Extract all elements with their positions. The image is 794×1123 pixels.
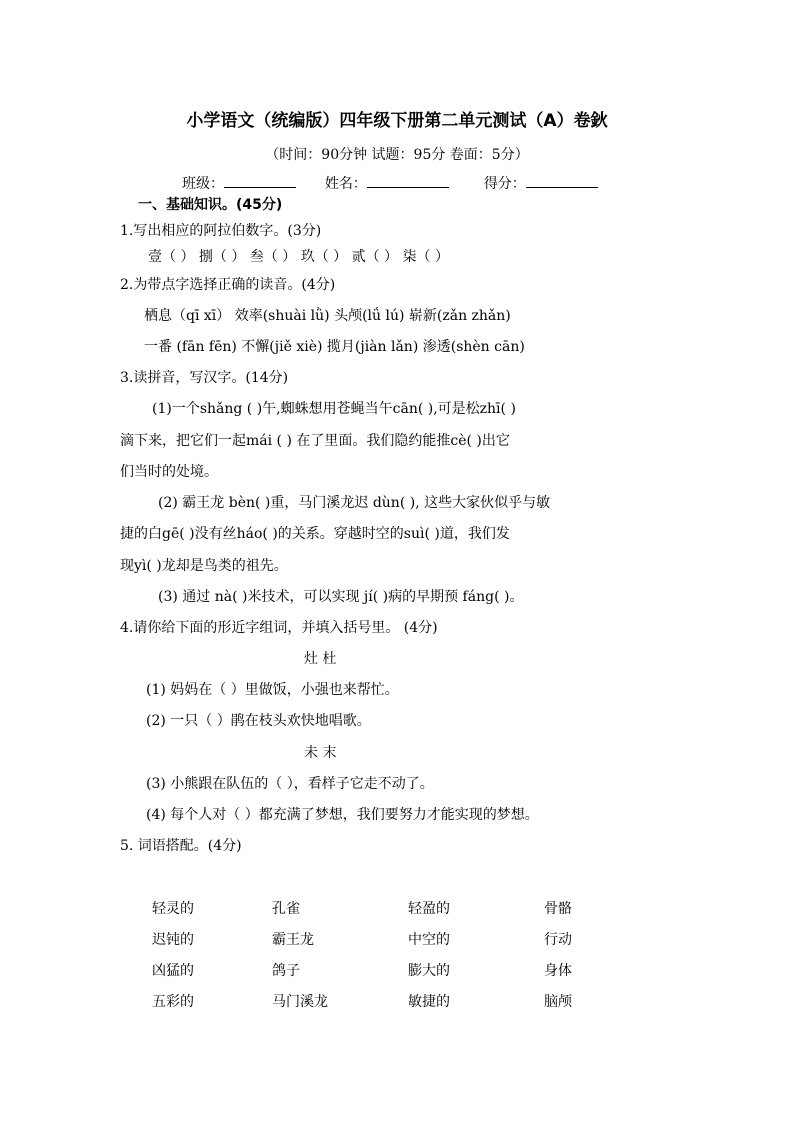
word-col3[interactable]: 膨大的 — [408, 963, 450, 979]
q3-heading: 3.读拼音，写汉字。(14分) — [120, 370, 289, 386]
q3-p1-line2: 滴下来，把它们一起mái ( ) 在了里面。我们隐约能推cè( )出它 — [120, 433, 510, 449]
word-col4[interactable]: 骨骼 — [544, 901, 572, 917]
word-col4[interactable]: 脑颅 — [544, 994, 572, 1010]
q4-sentence-1: (1) 妈妈在（ ）里做饭，小强也来帮忙。 — [146, 682, 399, 698]
word-col4[interactable]: 行动 — [544, 932, 572, 948]
exam-info: （时间：90分钟 试题：95分 卷面：5分） — [265, 147, 529, 163]
word-col3[interactable]: 中空的 — [408, 932, 450, 948]
word-col1[interactable]: 五彩的 — [152, 994, 194, 1010]
q1-heading: 1.写出相应的阿拉伯数字。(3分) — [120, 223, 322, 239]
section1-heading: 一、基础知识。(45分) — [138, 197, 283, 213]
q2-line2: 一番 (fān fēn) 不懈(jiě xiè) 揽月(jiàn lǎn) 渗透(shèn cān) — [144, 339, 525, 355]
word-col4[interactable]: 身体 — [544, 963, 572, 979]
word-col2[interactable]: 马门溪龙 — [272, 994, 328, 1010]
q4-sentence-2: (2) 一只（ ）鹃在枝头欢快地唱歌。 — [146, 713, 371, 729]
name-label: 姓名： — [324, 176, 367, 192]
q4-char-pair-1: 灶 杜 — [304, 651, 337, 667]
word-col2[interactable]: 孔雀 — [272, 901, 300, 917]
word-col3[interactable]: 敏捷的 — [408, 994, 450, 1010]
q2-heading: 2.为带点字选择正确的读音。(4分) — [120, 277, 336, 293]
word-col1[interactable]: 凶猛的 — [152, 963, 194, 979]
class-label: 班级： — [182, 176, 224, 192]
class-blank[interactable] — [224, 173, 296, 188]
q3-p2-line1: (2) 霸王龙 bèn( )重，马门溪龙迟 dùn( ), 这些大家伙似乎与敏 — [158, 495, 551, 511]
word-col1[interactable]: 轻灵的 — [152, 901, 194, 917]
word-col2[interactable]: 霸王龙 — [272, 932, 314, 948]
q3-p1-line1: (1)一个shǎng ( )午,蜘蛛想用苍蝇当午cān( ),可是松zhī( ) — [152, 401, 516, 417]
q4-sentence-3: (3) 小熊跟在队伍的（ ），看样子它走不动了。 — [146, 776, 434, 792]
page-title: 小学语文（统编版）四年级下册第二单元测试（A）卷鈥 — [186, 111, 608, 131]
name-blank[interactable] — [367, 173, 449, 188]
q5-heading: 5. 词语搭配。(4分) — [120, 838, 242, 854]
word-col3[interactable]: 轻盈的 — [408, 901, 450, 917]
q3-p2-line3: 现yì( )龙却是鸟类的祖先。 — [120, 558, 288, 574]
q4-char-pair-2: 未 末 — [304, 745, 337, 761]
score-blank[interactable] — [526, 173, 598, 188]
q3-p1-line3: 们当时的处境。 — [120, 464, 218, 480]
q1-line: 壹（ ） 捌（ ） 叁（ ） 玖（ ） 贰（ ） 柒（ ） — [148, 249, 449, 265]
q3-p2-line2: 捷的白gē( )没有丝háo( )的关系。穿越时空的suì( )道，我们发 — [120, 526, 510, 542]
score-label: 得分： — [483, 176, 526, 192]
q3-p3-line1: (3) 通过 nà( )米技术，可以实现 jí( )病的早期预 fáng( )。 — [158, 589, 524, 605]
q4-sentence-4: (4) 每个人对（ ）都充满了梦想，我们要努力才能实现的梦想。 — [146, 807, 539, 823]
student-info-row — [182, 173, 598, 193]
word-col2[interactable]: 鸽子 — [272, 963, 300, 979]
q4-heading: 4.请你给下面的形近字组词，并填入括号里。 (4分) — [120, 620, 438, 636]
q2-line1: 栖息（qī xī） 效率(shuài lǜ) 头颅(lǘ lú) 崭新(zǎn zhǎn) — [144, 308, 511, 324]
word-col1[interactable]: 迟钝的 — [152, 932, 194, 948]
